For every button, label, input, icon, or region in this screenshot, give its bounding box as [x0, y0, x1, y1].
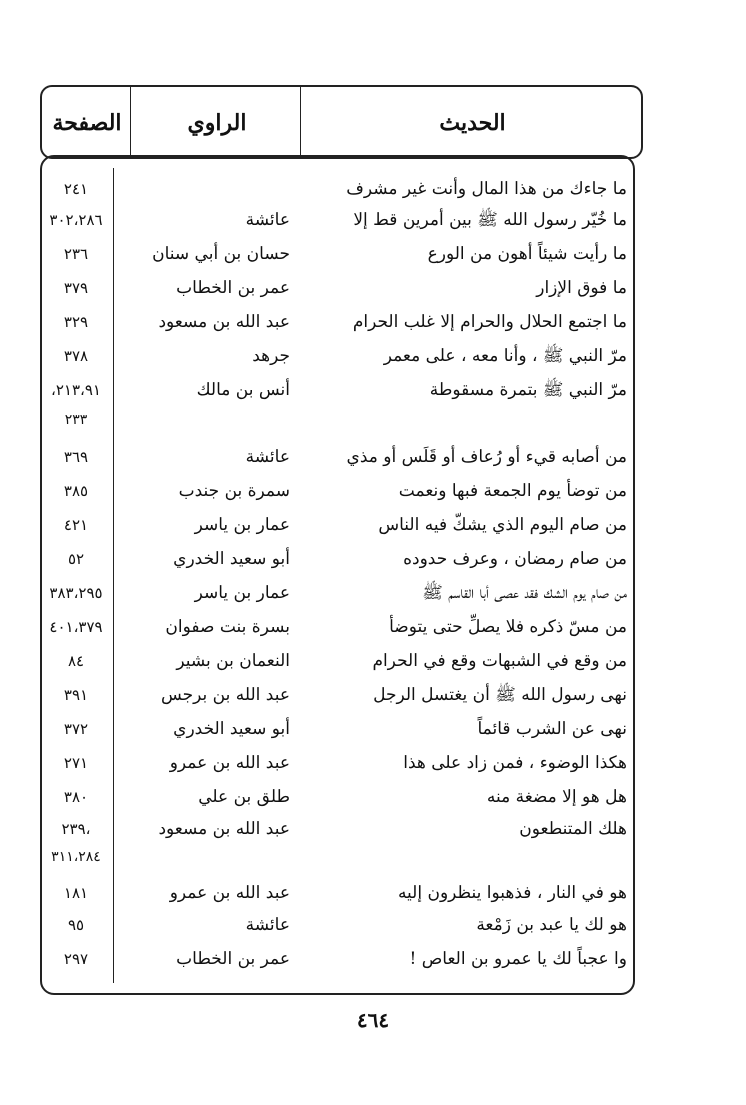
table-row: [40, 373, 635, 407]
table-row: [40, 203, 635, 237]
header-hadith: الحديث: [439, 110, 506, 136]
table-row: [40, 746, 635, 780]
narrator: عبد الله بن مسعود: [158, 312, 290, 332]
page-ref: ٣٨٠: [63, 788, 89, 806]
page-ref: ٣٧٩: [63, 279, 89, 297]
narrator: عائشة: [245, 447, 290, 467]
page-ref: ٢٩٧: [63, 950, 89, 968]
narrator: عبد الله بن عمرو: [169, 753, 290, 773]
hadith-text: من صام يوم الشك فقد عصى أبا القاسم ﷺ: [422, 583, 627, 603]
hadith-text: ما اجتمع الحلال والحرام إلا غلب الحرام: [352, 312, 627, 332]
table-header: [40, 85, 643, 159]
table-row: [40, 780, 635, 814]
page-ref: ٣٩١: [63, 686, 89, 704]
narrator: [120, 172, 290, 206]
hadith-text: من أصابه قيء أو رُعاف أو قَلَس أو مذي: [346, 447, 627, 467]
narrator: عائشة: [245, 210, 290, 230]
table-row: [40, 942, 635, 976]
page-ref: ٣١١،٢٨٤: [51, 849, 101, 865]
table-row: [40, 876, 635, 910]
hadith-text: وا عجباً لك يا عمرو بن العاص !: [409, 949, 627, 969]
page-ref: ٣٨٣،٢٩٥: [49, 584, 103, 602]
header-divider: [300, 87, 301, 159]
page-ref: ٤٠١،٣٧٩: [49, 618, 103, 636]
hadith-text: من صام اليوم الذي يشكّ فيه الناس: [378, 515, 627, 535]
narrator: طلق بن علي: [198, 787, 290, 807]
hadith-text: [300, 403, 627, 437]
hadith-text: ما خُيّر رسول الله ﷺ بين أمرين قط إلا: [353, 210, 627, 230]
narrator: عمر بن الخطاب: [176, 278, 290, 298]
narrator: [120, 403, 290, 437]
table-row: [40, 508, 635, 542]
page-ref: ٢٣٦: [63, 245, 89, 263]
page-ref: ٣٧٢: [63, 720, 89, 738]
table-row: [40, 542, 635, 576]
table-row: [40, 271, 635, 305]
table-row: [40, 610, 635, 644]
narrator: عبد الله بن برجس: [160, 685, 290, 705]
table-row: [40, 712, 635, 746]
hadith-text: مرّ النبي ﷺ ، وأنا معه ، على معمر: [383, 346, 627, 366]
table-row: [40, 237, 635, 271]
narrator: عبد الله بن مسعود: [158, 819, 290, 839]
header-narrator: الراوي: [187, 110, 247, 136]
narrator: [120, 840, 290, 874]
hadith-text: هلك المتنطعون: [519, 819, 627, 839]
narrator: عبد الله بن عمرو: [169, 883, 290, 903]
hadith-text: نهى عن الشرب قائماً: [477, 719, 627, 739]
page-ref: ٢٧١: [63, 754, 89, 772]
hadith-text: نهى رسول الله ﷺ أن يغتسل الرجل: [373, 685, 627, 705]
page-ref: ٣٢٩: [63, 313, 89, 331]
page-ref: ٣٧٨: [63, 347, 89, 365]
hadith-text: من توضأ يوم الجمعة فبها ونعمت: [398, 481, 627, 501]
page-ref: ١٨١: [63, 884, 89, 902]
narrator: عمار بن ياسر: [194, 583, 290, 603]
hadith-text: هل هو إلا مضغة منه: [486, 787, 627, 807]
narrator: جرهد: [252, 346, 290, 366]
narrator: عمار بن ياسر: [194, 515, 290, 535]
table-row: [40, 339, 635, 373]
page-ref: ٣٨٥: [63, 482, 89, 500]
page-number: ٤٦٤: [356, 1008, 390, 1032]
table-row: [40, 172, 635, 206]
page-ref: ،٢٣٩: [61, 820, 91, 838]
narrator: عمر بن الخطاب: [176, 949, 290, 969]
page-ref: ٣٠٢،٢٨٦: [49, 211, 103, 229]
hadith-text: هكذا الوضوء ، فمن زاد على هذا: [403, 753, 627, 773]
hadith-text: من صام رمضان ، وعرف حدوده: [403, 549, 627, 569]
narrator: حسان بن أبي سنان: [152, 244, 290, 264]
page-ref: ٤٢١: [63, 516, 89, 534]
page-ref: ٨٤: [67, 652, 85, 670]
table-row: [40, 474, 635, 508]
header-divider: [130, 87, 131, 159]
narrator: النعمان بن بشير: [176, 651, 290, 671]
table-row: [40, 403, 635, 437]
page-ref: ٢١٣،٩١،: [51, 381, 101, 399]
hadith-text: ما جاءك من هذا المال وأنت غير مشرف: [346, 179, 627, 199]
narrator: عائشة: [245, 915, 290, 935]
table-row: [40, 908, 635, 942]
table-row: [40, 576, 635, 610]
page-ref: ٣٦٩: [63, 448, 89, 466]
hadith-text: هو لك يا عبد بن زَمْعة: [476, 915, 627, 935]
hadith-text: من مسّ ذكره فلا يصلِّ حتى يتوضأ: [389, 617, 627, 637]
header-page: الصفحة: [52, 110, 122, 136]
hadith-text: [300, 840, 627, 874]
table-row: [40, 678, 635, 712]
page-ref: ٥٢: [67, 550, 85, 568]
narrator: أنس بن مالك: [196, 380, 290, 400]
narrator: أبو سعيد الخدري: [173, 549, 290, 569]
hadith-text: ما رأيت شيئاً أهون من الورع: [427, 244, 627, 264]
narrator: بسرة بنت صفوان: [165, 617, 290, 637]
table-row: [40, 840, 635, 874]
narrator: أبو سعيد الخدري: [173, 719, 290, 739]
page-ref: ٢٣٣: [64, 412, 88, 428]
table-row: [40, 644, 635, 678]
page-ref: ٢٤١: [63, 180, 89, 198]
hadith-text: هو في النار ، فذهبوا ينظرون إليه: [397, 883, 627, 903]
table-row: [40, 440, 635, 474]
hadith-text: ما فوق الإزار: [536, 278, 627, 298]
narrator: سمرة بن جندب: [178, 481, 290, 501]
hadith-text: مرّ النبي ﷺ بتمرة مسقوطة: [429, 380, 627, 400]
hadith-text: من وقع في الشبهات وقع في الحرام: [372, 651, 627, 671]
page-ref: ٩٥: [67, 916, 85, 934]
table-row: [40, 305, 635, 339]
